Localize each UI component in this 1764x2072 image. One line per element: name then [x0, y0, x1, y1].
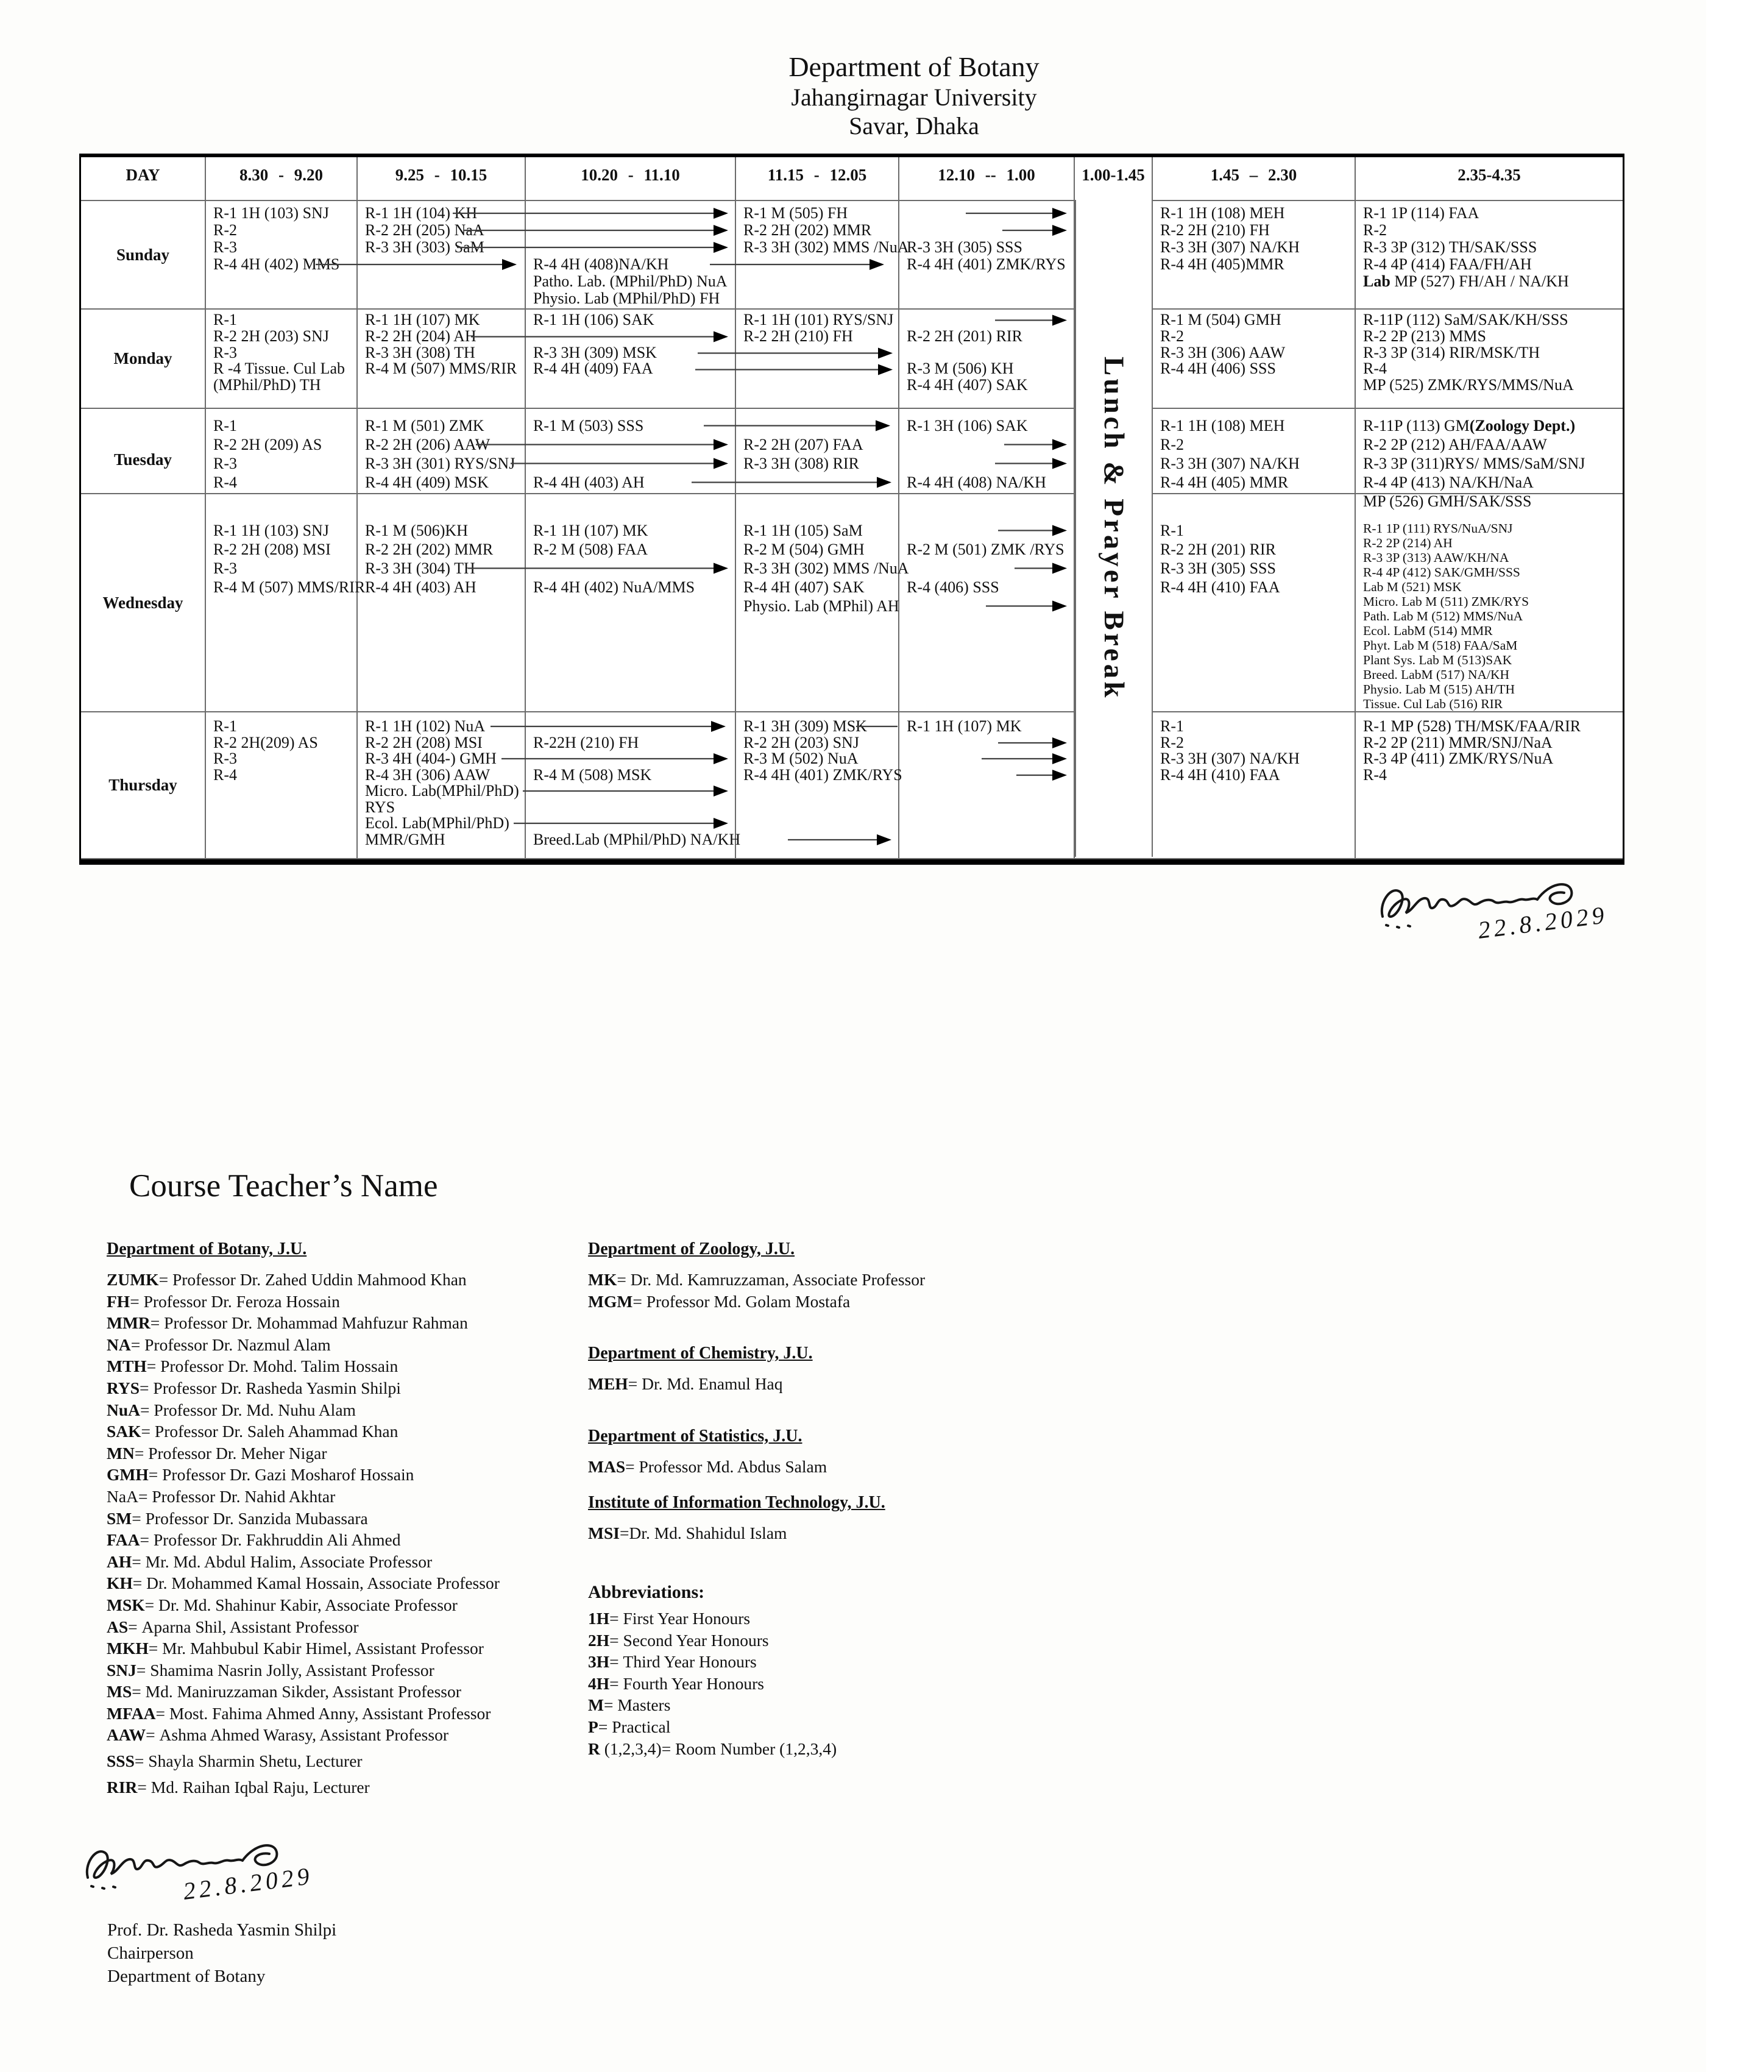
- signature-date: 22.8.2029: [1476, 901, 1609, 944]
- teacher-list-other-depts: [588, 1240, 1015, 1759]
- tt-line: R-3 3H (302) MMS /NuA: [743, 559, 909, 577]
- tt-line: R-1 1H (103) SNJ: [213, 204, 329, 222]
- tt-line: Breed. LabM (517) NA/KH: [1363, 667, 1510, 682]
- tt-line: R-1 1H (107) MK: [365, 311, 480, 328]
- tt-line: R-1 M (501) ZMK: [365, 417, 484, 435]
- tt-line: R-3 3H (308) TH: [365, 343, 475, 361]
- tt-line: Ecol. Lab(MPhil/PhD): [365, 814, 509, 832]
- tt-line: [907, 222, 1071, 239]
- tt-line: R-1 1H (106) SAK: [533, 311, 654, 328]
- tt-line: R-11P (113) GM(Zoology Dept.): [1363, 417, 1576, 435]
- tt-line: Phyt. Lab M (518) FAA/SaM: [1363, 638, 1518, 653]
- tt-cell-thursday-c2: [358, 712, 526, 858]
- tt-row-thursday: [81, 712, 1623, 859]
- tt-line: Physio. Lab M (515) AH/TH: [1363, 682, 1515, 697]
- tt-line: R-4 4H (403) AH: [533, 474, 645, 491]
- tt-line: Micro. Lab M (511) ZMK/RYS: [1363, 594, 1529, 609]
- tt-cell-sunday-c1: [206, 201, 358, 308]
- location: Savar, Dhaka: [849, 112, 979, 140]
- tt-line: R-3: [213, 750, 237, 767]
- tt-line: R-4 4H (402) NuA/MMS: [533, 578, 695, 596]
- tt-line: R-4 4H (408)NA/KH: [533, 255, 669, 273]
- tt-line: R-2: [213, 221, 237, 239]
- tt-cell-thursday-c3: [526, 712, 741, 858]
- tt-line: [533, 815, 732, 832]
- dept-block-2: [588, 1427, 1015, 1478]
- lunch-break-label: Lunch & Prayer Break: [1098, 356, 1130, 701]
- chairperson-signature-top: [1374, 864, 1764, 974]
- teacher-entry: 1H= First Year Honours: [588, 1608, 751, 1628]
- tt-line: R-3: [213, 238, 237, 256]
- tt-day-label: Tuesday: [81, 409, 206, 511]
- tt-cell-thursday-c7: [1153, 712, 1356, 858]
- tt-line: (MPhil/PhD) TH: [213, 376, 321, 394]
- tt-line: R-4 4H (405)MMR: [1160, 255, 1284, 273]
- tt-cell-wednesday-c5: [899, 494, 1075, 711]
- tt-line: R-4 4H (401) ZMK/RYS: [907, 255, 1066, 273]
- class-routine-table: [79, 154, 1624, 865]
- tt-line: MP (525) ZMK/RYS/MMS/NuA: [1363, 376, 1574, 394]
- tt-line: R-1 M (504) GMH: [1160, 311, 1281, 328]
- tt-header-col-7: 1.45 – 2.30: [1153, 157, 1356, 200]
- teacher-list-botany: [107, 1240, 637, 1798]
- tt-line: Ecol. LabM (514) MMR: [1363, 623, 1493, 638]
- tt-line: R-1: [213, 417, 237, 435]
- tt-line: R-3 3H (306) AAW: [1160, 343, 1286, 361]
- tt-line: R-2: [1160, 436, 1184, 453]
- tt-cell-monday-c7: [1153, 310, 1356, 408]
- tt-line: R-2 2H (210) FH: [743, 327, 853, 345]
- chairperson-role: Chairperson: [107, 1943, 194, 1963]
- chairperson-name: Prof. Dr. Rasheda Yasmin Shilpi: [107, 1920, 337, 1940]
- teacher-entry: RIR= Md. Raihan Iqbal Raju, Lecturer: [107, 1777, 370, 1797]
- teacher-entry: 2H= Second Year Honours: [588, 1630, 769, 1650]
- tt-line: [743, 416, 896, 435]
- teacher-entry: ZUMK= Professor Dr. Zahed Uddin Mahmood Khan: [107, 1270, 467, 1289]
- tt-line: R-1 1H (101) RYS/SNJ: [743, 311, 894, 328]
- tt-header-row: [81, 157, 1623, 201]
- tt-line: R-1 1H (107) MK: [533, 522, 648, 539]
- tt-line: Path. Lab M (512) MMS/NuA: [1363, 609, 1523, 623]
- teacher-entry: M= Masters: [588, 1695, 671, 1715]
- teacher-entry: AAW= Ashma Ahmed Warasy, Assistant Professor: [107, 1725, 448, 1745]
- tt-line: R-3 3H (307) NA/KH: [1160, 238, 1300, 256]
- tt-line: R-4: [213, 765, 237, 784]
- tt-cell-sunday-c8: [1356, 201, 1623, 308]
- tt-line: R-3 3H (309) MSK: [533, 343, 657, 361]
- teacher-entry: FAA= Professor Dr. Fakhruddin Ali Ahmed: [107, 1530, 401, 1550]
- tt-header-col-3: 10.20 - 11.10: [526, 157, 736, 200]
- tt-line: R-1 3H (309) MSK: [743, 717, 867, 735]
- tt-line: R-2 2H (202) MMR: [743, 221, 872, 239]
- tt-line: R-2 2H (208) MSI: [213, 541, 331, 558]
- tt-line: R-1: [213, 717, 237, 735]
- teacher-entry: NuA= Professor Dr. Md. Nuhu Alam: [107, 1400, 356, 1419]
- tt-cell-thursday-c4: [736, 712, 902, 858]
- tt-line: R-3 4P (411) ZMK/RYS/NuA: [1363, 750, 1554, 767]
- tt-line: R-4 4P (414) FAA/FH/AH: [1363, 255, 1532, 273]
- tt-line: [907, 454, 1071, 473]
- tt-line: R-4 M (507) MMS/RIR: [365, 360, 517, 378]
- tt-line: R-2 2H (202) MMR: [365, 541, 494, 558]
- section-title: Course Teacher’s Name: [129, 1168, 438, 1204]
- teacher-entry: RYS= Professor Dr. Rasheda Yasmin Shilpi: [107, 1378, 401, 1397]
- tt-line: R-4 M (507) MMS/RIR: [213, 578, 366, 596]
- tt-line: R-1 MP (528) TH/MSK/FAA/RIR: [1363, 717, 1581, 735]
- tt-line: R-1 1H (104) KH: [365, 204, 478, 222]
- tt-row-sunday: [81, 201, 1623, 310]
- tt-line: R-2 M (501) ZMK /RYS: [907, 541, 1064, 558]
- tt-line: R-4 4H (407) SAK: [907, 376, 1028, 394]
- tt-line: R-3 3H (305) SSS: [1160, 559, 1276, 577]
- tt-line: R-1 1H (103) SNJ: [213, 522, 329, 539]
- tt-line: [533, 328, 732, 345]
- teacher-entry: R (1,2,3,4)= Room Number (1,2,3,4): [588, 1739, 837, 1758]
- tt-line: R-4 4H (401) ZMK/RYS: [743, 765, 902, 784]
- tt-line: [533, 205, 732, 222]
- tt-line: R-11P (112) SaM/SAK/KH/SSS: [1363, 311, 1568, 328]
- teacher-entry: SM= Professor Dr. Sanzida Mubassara: [107, 1508, 368, 1528]
- teacher-entry: MS= Md. Maniruzzaman Sikder, Assistant Professor: [107, 1682, 461, 1701]
- tt-line: R-2 2H (206) AAW: [365, 436, 491, 453]
- tt-header-col-0: DAY: [81, 157, 206, 200]
- tt-line: R-3 3H (304) TH: [365, 559, 475, 577]
- tt-cell-monday-c8: [1356, 310, 1623, 408]
- tt-cell-wednesday-c2: [358, 494, 526, 711]
- tt-line: R-1 1H (107) MK: [907, 717, 1022, 735]
- tt-line: R-1 M (506)KH: [365, 522, 468, 539]
- tt-cell-monday-c1: [206, 310, 358, 408]
- teacher-entry: AH= Mr. Md. Abdul Halim, Associate Professor: [107, 1552, 433, 1571]
- tt-line: R-2 2H (210) FH: [1160, 221, 1270, 239]
- tt-line: R-22H (210) FH: [533, 733, 639, 751]
- tt-line: R-3 3P (314) RIR/MSK/TH: [1363, 343, 1540, 361]
- tt-line: R-2 2P (211) MMR/SNJ/NaA: [1363, 733, 1553, 751]
- tt-cell-thursday-c1: [206, 712, 358, 858]
- tt-cell-sunday-c2: [358, 201, 526, 308]
- tt-header-col-8: 2.35-4.35: [1458, 166, 1521, 184]
- document-header: [609, 51, 1219, 140]
- tt-line: Tissue. Cul Lab (516) RIR: [1363, 697, 1503, 711]
- tt-line: R-2 2H (201) RIR: [1160, 541, 1276, 558]
- teacher-entry: MEH= Dr. Md. Enamul Haq: [588, 1374, 783, 1394]
- tt-line: Physio. Lab (MPhil) AH: [743, 597, 899, 615]
- tt-line: Micro. Lab(MPhil/PhD): [365, 782, 519, 800]
- tt-line: R-2 2H (203) SNJ: [213, 327, 329, 345]
- tt-line: R-4: [213, 474, 237, 491]
- teacher-entry: NA= Professor Dr. Nazmul Alam: [107, 1335, 331, 1354]
- teacher-entry: MMR= Professor Dr. Mohammad Mahfuzur Rahman: [107, 1313, 468, 1333]
- tt-line: R-2 2P (213) MMS: [1363, 327, 1487, 345]
- tt-line: R-3 3H (305) SSS: [907, 238, 1022, 256]
- tt-cell-sunday-c5: [899, 201, 1075, 308]
- tt-line: [533, 239, 732, 256]
- tt-line: R-1: [213, 311, 237, 328]
- tt-line: R-4 4H (407) SAK: [743, 578, 865, 596]
- tt-line: [907, 312, 1071, 328]
- tt-line: [533, 222, 732, 239]
- tt-header-col-2: 9.25 - 10.15: [358, 157, 526, 200]
- tt-line: [907, 521, 1071, 540]
- tt-line: R-4 (406) SSS: [907, 578, 999, 596]
- tt-line: R-4 4H (410) FAA: [1160, 765, 1280, 784]
- tt-line: R-1 M (503) SSS: [533, 417, 644, 435]
- tt-line: [533, 718, 732, 735]
- tt-line: R-4 4H (410) FAA: [1160, 578, 1280, 596]
- tt-line: [533, 800, 732, 816]
- tt-line: R-4 4H (409) MSK: [365, 474, 489, 491]
- tt-line: R-2 2H (201) RIR: [907, 327, 1022, 345]
- tt-day-label: Monday: [81, 310, 206, 408]
- tt-line: [907, 435, 1071, 454]
- tt-cell-wednesday-c7: [1153, 494, 1356, 711]
- tt-line: R-4: [1363, 360, 1387, 378]
- tt-line: R-4 4H (405) MMR: [1160, 474, 1289, 491]
- tt-line: R-3 3P (312) TH/SAK/SSS: [1363, 238, 1537, 256]
- tt-header-col-5: 12.10 -- 1.00: [899, 157, 1075, 200]
- tt-cell-wednesday-c8: [1356, 494, 1623, 711]
- teacher-entry: 3H= Third Year Honours: [588, 1652, 757, 1672]
- tt-line: R-1 1P (111) RYS/NuA/SNJ: [1363, 521, 1513, 536]
- tt-line: R-1 1P (114) FAA: [1363, 204, 1479, 222]
- tt-line: R-4 4P (413) NA/KH/NaA: [1363, 474, 1534, 491]
- tt-line: R-4 4H (406) SSS: [1160, 360, 1276, 378]
- tt-line: R-3 3H (307) NA/KH: [1160, 455, 1300, 472]
- tt-cell-monday-c3: [526, 310, 736, 408]
- tt-line: R-4 M (508) MSK: [533, 765, 652, 784]
- signature-date: 22.8.2029: [182, 1862, 314, 1905]
- university-name: Jahangirnagar University: [791, 83, 1037, 111]
- tt-line: [533, 454, 732, 473]
- teacher-entry: MN= Professor Dr. Meher Nigar: [107, 1443, 327, 1463]
- tt-line: [533, 783, 732, 800]
- tt-line: [907, 345, 1071, 361]
- dept-block-0: [588, 1240, 1015, 1312]
- tt-header-col-6: 1.00-1.45: [1075, 157, 1153, 200]
- tt-line: R-3: [213, 343, 237, 361]
- tt-line: R-3 M (506) KH: [907, 360, 1014, 378]
- tt-cell-sunday-c7: [1153, 201, 1356, 308]
- tt-line: R-3 4H (404-) GMH: [365, 750, 497, 767]
- tt-line: R-3: [213, 455, 237, 472]
- tt-line: R-4: [1363, 765, 1387, 784]
- tt-cell-wednesday-c3: [526, 494, 736, 711]
- tt-line: Breed.Lab (MPhil/PhD) NA/KH: [533, 830, 741, 848]
- teacher-entry: MKH= Mr. Mahbubul Kabir Himel, Assistant Professor: [107, 1639, 484, 1658]
- teacher-entry: AS= Aparna Shil, Assistant Professor: [107, 1617, 359, 1636]
- teacher-entry: FH= Professor Dr. Feroza Hossain: [107, 1291, 340, 1311]
- teacher-entry: NaA= Professor Dr. Nahid Akhtar: [107, 1486, 336, 1506]
- tt-line: R-2 2H (205) NaA: [365, 221, 484, 239]
- tt-line: Physio. Lab (MPhil/PhD) FH: [533, 289, 720, 307]
- tt-line: R-2 2P (214) AH: [1363, 536, 1453, 550]
- tt-line: R-3: [213, 559, 237, 577]
- tt-line: R-4 4H (403) AH: [365, 578, 476, 596]
- tt-cell-sunday-c4: [736, 201, 909, 308]
- tt-line: RYS: [365, 798, 395, 816]
- tt-cell-monday-c4: [736, 310, 899, 408]
- tt-line: R-2 2P (212) AH/FAA/AAW: [1363, 436, 1547, 453]
- tt-line: R-1 1H (105) SaM: [743, 522, 863, 539]
- tt-line: Lab M (521) MSK: [1363, 580, 1462, 594]
- teacher-entry: MFAA= Most. Fahima Ahmed Anny, Assistant Professor: [107, 1703, 491, 1723]
- tt-line: R-2 2H (207) FAA: [743, 436, 863, 453]
- tt-line: R-4 4H (408) NA/KH: [907, 474, 1046, 491]
- tt-line: R-4 4P (412) SAK/GMH/SSS: [1363, 565, 1520, 580]
- tt-line: Plant Sys. Lab M (513)SAK: [1363, 653, 1512, 667]
- tt-line: R -4 Tissue. Cul Lab: [213, 360, 345, 378]
- dept-heading-3: Institute of Information Technology, J.U.: [588, 1493, 885, 1513]
- tt-line: R-4 4H (402) MMS: [213, 255, 340, 273]
- tt-line: R-2 2H (209) AS: [213, 436, 322, 453]
- dept-heading-botany: Department of Botany, J.U.: [107, 1240, 307, 1258]
- tt-line: MMR/GMH: [365, 830, 445, 848]
- tt-line: R-2: [1160, 327, 1184, 345]
- abbreviations-heading: Abbreviations:: [588, 1581, 705, 1602]
- tt-line: R-2 M (504) GMH: [743, 541, 865, 558]
- teacher-entry: GMH= Professor Dr. Gazi Mosharof Hossain: [107, 1465, 414, 1485]
- tt-header-col-4: 11.15 - 12.05: [736, 157, 899, 200]
- teacher-entry: MAS= Professor Md. Abdus Salam: [588, 1456, 827, 1476]
- tt-cell-wednesday-c1: [206, 494, 366, 711]
- tt-line: R-2 2H (204) AH: [365, 327, 476, 345]
- tt-line: [533, 751, 732, 767]
- tt-line: R-1 1H (108) MEH: [1160, 204, 1285, 222]
- dept-heading-0: Department of Zoology, J.U.: [588, 1240, 795, 1258]
- teacher-entry: KH= Dr. Mohammed Kamal Hossain, Associate Professor: [107, 1574, 500, 1593]
- tt-line: R-1 1H (102) NuA: [365, 717, 486, 735]
- teacher-entry: MK= Dr. Md. Kamruzzaman, Associate Professor: [588, 1270, 926, 1289]
- tt-line: R-3 3P (311)RYS/ MMS/SaM/SNJ: [1363, 455, 1585, 472]
- tt-line: R-1: [1160, 522, 1184, 539]
- tt-line: R-1: [1160, 717, 1184, 735]
- tt-row-wednesday: [81, 494, 1623, 712]
- tt-line: [907, 559, 1071, 578]
- dept-heading-2: Department of Statistics, J.U.: [588, 1426, 802, 1446]
- chairperson-block: [107, 1918, 336, 1988]
- tt-line: R-3 3P (313) AAW/KH/NA: [1363, 550, 1509, 565]
- teacher-entry: MTH= Professor Dr. Mohd. Talim Hossain: [107, 1357, 398, 1376]
- tt-line: R-1 3H (106) SAK: [907, 417, 1028, 435]
- department-title: Department of Botany: [788, 51, 1040, 82]
- tt-line: Lab MP (527) FH/AH / NA/KH: [1363, 272, 1569, 290]
- tt-line: MP (526) GMH/SAK/SSS: [1363, 492, 1532, 510]
- tt-line: R-3 3H (308) RIR: [743, 455, 859, 472]
- tt-line: R-2 2H (208) MSI: [365, 733, 483, 751]
- tt-line: R-3 3H (307) NA/KH: [1160, 750, 1300, 767]
- tt-line: [533, 559, 732, 578]
- tt-line: R-2 2H(209) AS: [213, 733, 318, 751]
- teacher-entry: P= Practical: [588, 1717, 671, 1736]
- chairperson-dept: Department of Botany: [107, 1967, 266, 1986]
- tt-line: R-3 3H (301) RYS/SNJ: [365, 455, 515, 472]
- tt-line: R-2: [1160, 733, 1184, 751]
- teacher-entry: MGM= Professor Md. Golam Mostafa: [588, 1291, 851, 1311]
- dept-heading-1: Department of Chemistry, J.U.: [588, 1344, 813, 1363]
- tt-line: R-3 3H (302) MMS /NuA: [743, 238, 909, 256]
- teacher-entry: MSI=Dr. Md. Shahidul Islam: [588, 1524, 787, 1543]
- tt-cell-thursday-c8: [1356, 712, 1623, 858]
- tt-line: R-4 4H (409) FAA: [533, 360, 653, 378]
- tt-line: [533, 435, 732, 454]
- teacher-entry: SSS= Shayla Sharmin Shetu, Lecturer: [107, 1751, 363, 1771]
- tt-line: [907, 205, 1071, 222]
- tt-row-monday: [81, 310, 1623, 409]
- dept-block-3: [588, 1493, 1015, 1544]
- teacher-entry: SAK= Professor Dr. Saleh Ahammad Khan: [107, 1422, 398, 1441]
- lunch-break-column: [1075, 200, 1153, 857]
- tt-line: R-2 2H (203) SNJ: [743, 733, 859, 751]
- tt-day-label: Wednesday: [81, 494, 206, 711]
- tt-day-label: Sunday: [81, 201, 206, 308]
- tt-cell-monday-c5: [899, 310, 1075, 408]
- tt-line: R-1 M (505) FH: [743, 204, 848, 222]
- tt-line: Patho. Lab. (MPhil/PhD) NuA: [533, 272, 728, 290]
- teacher-entry: MSK= Dr. Md. Shahinur Kabir, Associate Professor: [107, 1595, 458, 1614]
- tt-line: R-4 3H (306) AAW: [365, 765, 491, 784]
- tt-line: R-2: [1363, 221, 1387, 239]
- tt-day-label: Thursday: [81, 712, 206, 858]
- tt-header-col-1: 8.30 - 9.20: [206, 157, 358, 200]
- tt-line: R-2 M (508) FAA: [533, 541, 648, 558]
- tt-row-tuesday: [81, 409, 1623, 510]
- dept-block-1: [588, 1344, 1015, 1395]
- tt-line: R-1 1H (108) MEH: [1160, 417, 1285, 435]
- tt-cell-wednesday-c4: [736, 494, 909, 711]
- tt-line: R-3 3H (303) SaM: [365, 238, 484, 256]
- tt-cell-thursday-c5: [899, 712, 1075, 858]
- tt-cell-sunday-c3: [526, 201, 736, 308]
- tt-line: R-3 M (502) NuA: [743, 750, 859, 767]
- tt-cell-monday-c2: [358, 310, 526, 408]
- teacher-entry: SNJ= Shamima Nasrin Jolly, Assistant Professor: [107, 1660, 434, 1680]
- teacher-entry: 4H= Fourth Year Honours: [588, 1673, 764, 1693]
